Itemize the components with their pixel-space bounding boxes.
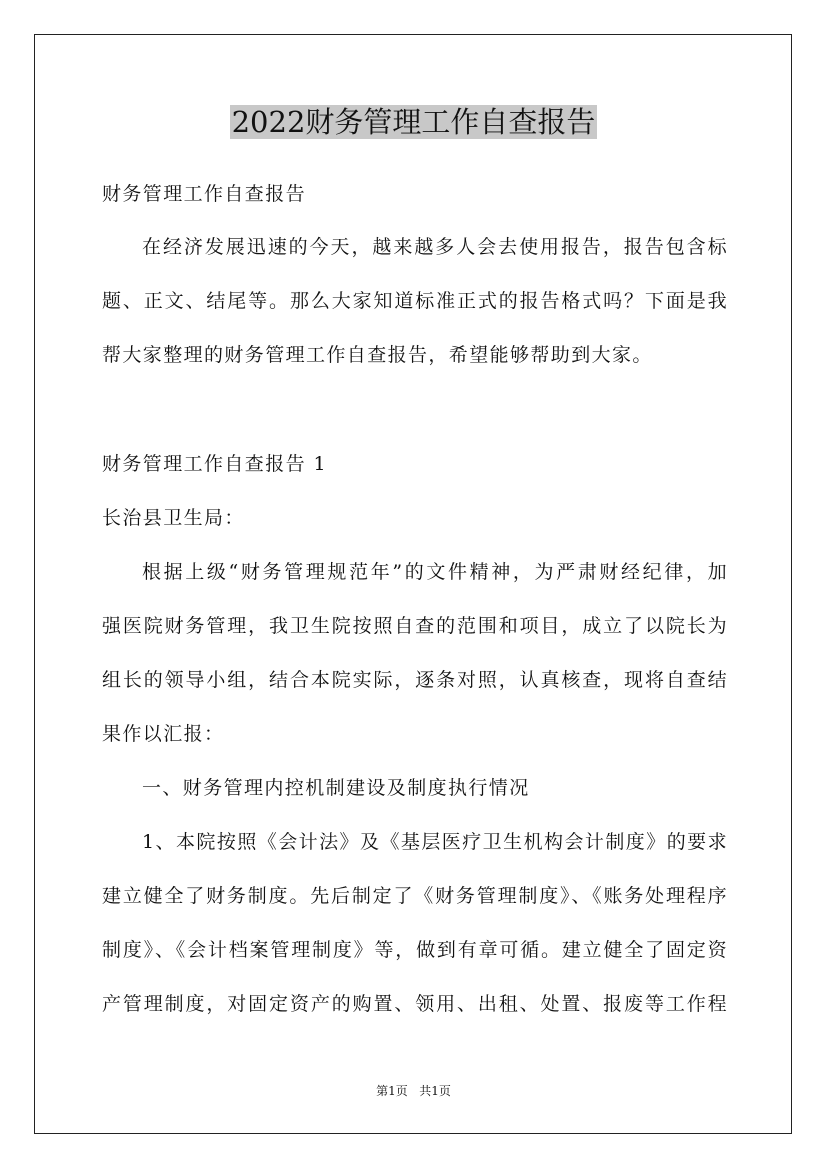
document-title-text: 2022财务管理工作自查报告 — [231, 105, 596, 139]
paragraph-line: 强医院财务管理，我卫生院按照自查的范围和项目，成立了以院长为 — [102, 615, 728, 637]
page-number: 第1页 — [376, 1084, 408, 1098]
section-heading: 财务管理工作自查报告 1 — [102, 453, 327, 475]
document-title — [0, 100, 827, 144]
paragraph-line: 建立健全了财务制度。先后制定了《财务管理制度》、《账务处理程序 — [102, 885, 728, 907]
paragraph-line: 在经济发展迅速的今天，越来越多人会去使用报告，报告包含标 — [142, 236, 728, 258]
page-total: 共1页 — [419, 1084, 451, 1098]
paragraph-line: 组长的领导小组，结合本院实际，逐条对照，认真核查，现将自查结 — [102, 669, 728, 691]
paragraph-line: 果作以汇报： — [102, 723, 225, 745]
paragraph-line: 根据上级“财务管理规范年”的文件精神，为严肃财经纪律，加 — [142, 561, 728, 583]
paragraph-line: 制度》、《会计档案管理制度》等，做到有章可循。建立健全了固定资 — [102, 939, 728, 961]
addressee-line: 长治县卫生局： — [102, 507, 245, 529]
paragraph-line: 题、正文、结尾等。那么大家知道标准正式的报告格式吗？下面是我 — [102, 290, 728, 312]
subsection-heading: 一、财务管理内控机制建设及制度执行情况 — [142, 777, 530, 799]
paragraph-line: 1、本院按照《会计法》及《基层医疗卫生机构会计制度》的要求 — [142, 831, 728, 853]
paragraph-line: 产管理制度，对固定资产的购置、领用、出租、处置、报废等工作程 — [102, 993, 728, 1015]
subtitle-line: 财务管理工作自查报告 — [102, 183, 307, 205]
paragraph-line: 帮大家整理的财务管理工作自查报告，希望能够帮助到大家。 — [102, 344, 653, 366]
page-footer — [0, 1083, 827, 1099]
